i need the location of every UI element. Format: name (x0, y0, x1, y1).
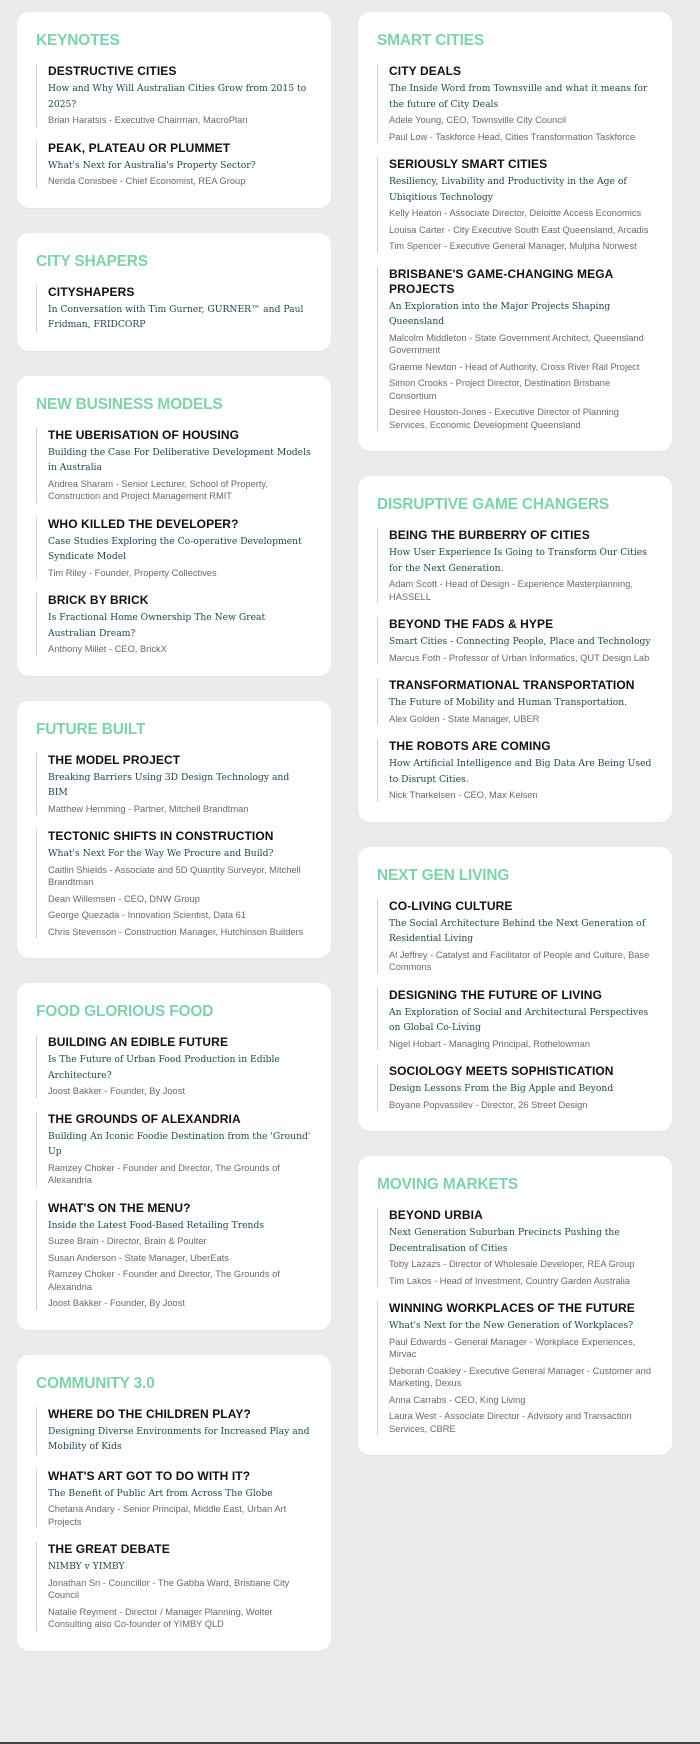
session (36, 1201, 311, 1310)
session-title: CITY DEALS (389, 64, 462, 78)
session (377, 1301, 652, 1435)
session-title: WHO KILLED THE DEVELOPER? (48, 516, 239, 531)
session-title: WINNING WORKPLACES OF THE FUTURE (389, 1301, 635, 1315)
speaker: Tim Spencer - Executive General Manager, Mulpha Norwest (389, 241, 637, 251)
session (36, 753, 311, 816)
session-title: THE MODEL PROJECT (48, 752, 181, 767)
speaker: Alex Golden - State Manager, UBER (389, 713, 540, 724)
right-column (358, 12, 672, 1480)
session-title: BEYOND URBIA (389, 1208, 483, 1222)
session (377, 157, 652, 253)
session-subtitle: How User Experience Is Going to Transform Our Cities for the Next Generation. (389, 547, 647, 574)
session-title: THE UBERISATION OF HOUSING (48, 427, 240, 442)
session-subtitle: Is The Future of Urban Food Production in Edible Architecture? (48, 1054, 280, 1081)
speaker: Tim Lakos - Head of Investment, Country Garden Australia (389, 1275, 630, 1286)
session-subtitle: What's Next for Australia's Property Sector? (48, 159, 256, 171)
session (36, 285, 311, 333)
speaker: Anthony Millet - CEO, BrickX (48, 644, 167, 654)
session-subtitle: How and Why Will Australian Cities Grow from 2015 to 2025? (48, 83, 307, 110)
session-subtitle: The Inside Word from Townsville and what it means for the future of City Deals (389, 83, 648, 110)
track-title: FUTURE BUILT (36, 720, 146, 738)
speaker: Paul Edwards - General Manager - Workplace Experiences, Mirvac (389, 1336, 636, 1359)
session (36, 829, 311, 938)
speaker: Jonathan Sri - Councillor - The Gabba Ward, Brisbane City Council (48, 1577, 290, 1600)
session-subtitle: The Benefit of Public Art from Across The Globe (48, 1487, 273, 1499)
session-subtitle: Designing Diverse Environments for Increased Play and Mobility of Kids (48, 1425, 310, 1452)
session-subtitle: Inside the Latest Food-Based Retailing Trends (48, 1219, 265, 1231)
session-subtitle: NIMBY v YIMBY (48, 1561, 125, 1572)
session-title: THE GROUNDS OF ALEXANDRIA (48, 1111, 241, 1126)
speaker: Ramzey Choker - Founder and Director, The Grounds of Alexandria (48, 1269, 280, 1292)
session-title: WHAT'S ON THE MENU? (48, 1200, 191, 1215)
speaker: Nick Tharkelsen - CEO, Max Kelsen (389, 790, 538, 800)
speaker: Simon Crooks - Project Director, Destination Brisbane Consortium (389, 378, 611, 401)
session (36, 1469, 311, 1529)
speaker: Desiree Houston-Jones - Executive Director of Planning Services, Economic Development Queensland (389, 407, 619, 430)
session-subtitle: Design Lessons From the Big Apple and Beyond (389, 1083, 614, 1094)
session-title: BRISBANE'S GAME-CHANGING MEGA PROJECTS (389, 266, 613, 296)
speaker: Kelly Heaton - Associate Director, Deloitte Access Economics (389, 208, 642, 218)
session-title: PEAK, PLATEAU OR PLUMMET (48, 140, 231, 155)
speaker: Ramzey Choker - Founder and Director, The Grounds of Alexandria (48, 1162, 280, 1185)
track-title: DISRUPTIVE GAME CHANGERS (377, 496, 610, 513)
speaker: Andrea Sharam - Senior Lecturer, School of Property, Construction and Project Management RMIT (48, 478, 268, 501)
session (377, 617, 652, 664)
session (36, 64, 311, 127)
speaker: Chetana Andary - Senior Principal, Middle East, Urban Art Projects (48, 1504, 287, 1527)
session (36, 1542, 311, 1631)
session-subtitle: Building the Case For Deliberative Development Models in Australia (48, 446, 311, 473)
speaker: Chris Stevenson - Construction Manager, Hutchinson Builders (48, 926, 304, 937)
track-title: NEW BUSINESS MODELS (36, 395, 223, 413)
session (377, 1064, 652, 1111)
speaker: Caitlin Shields - Associate and 5D Quantity Surveyor, Mitchell Brandtman (48, 864, 301, 887)
session-title: WHAT'S ART GOT TO DO WITH IT? (48, 1468, 251, 1483)
speaker: Malcolm Middleton - State Government Architect, Queensland Government (389, 332, 644, 355)
session (377, 267, 652, 432)
speaker: Adele Young, CEO, Townsville City Council (389, 115, 567, 125)
session-subtitle: What's Next For the Way We Procure and Build? (48, 848, 274, 859)
session-subtitle: The Social Architecture Behind the Next Generation of Residential Living (389, 917, 646, 944)
session-subtitle: How Artificial Intelligence and Big Data Are Being Used to Disrupt Cities. (389, 758, 652, 785)
speaker: Natalie Reyment - Director / Manager Planning, Wolter Consulting also Co-founder of YIMBY QLD (48, 1606, 273, 1629)
session-subtitle: Resiliency, Livability and Productivity in the Age of Ubiqitious Technology (389, 176, 627, 203)
speaker: Nigel Hobart - Managing Principal, Rothelowman (389, 1038, 591, 1049)
session-title: WHERE DO THE CHILDREN PLAY? (48, 1406, 251, 1421)
track-card (17, 1355, 331, 1651)
session-title: BUILDING AN EDIBLE FUTURE (48, 1035, 229, 1049)
session (36, 428, 311, 503)
speaker: Louisa Carter - City Executive South East Queensland, Arcadis (389, 224, 649, 235)
speaker: Anna Carrabs - CEO, King Living (389, 1394, 526, 1405)
session-title: THE GREAT DEBATE (48, 1542, 170, 1556)
speaker: Laura West - Associate Director - Advisory and Transaction Services, CBRE (389, 1411, 632, 1434)
session (36, 517, 311, 580)
track-card (17, 12, 331, 208)
session-title: CO-LIVING CULTURE (389, 898, 513, 913)
session-title: BEING THE BURBERRY OF CITIES (389, 528, 590, 542)
speaker: Paul Low - Taskforce Head, Cities Transformation Taskforce (389, 131, 636, 142)
speaker: Brian Haratsis - Executive Chairman, MacroPlan (48, 115, 248, 125)
track-card (17, 233, 331, 351)
session (377, 988, 652, 1051)
session-title: CITYSHAPERS (48, 284, 135, 299)
session-title: SOCIOLOGY MEETS SOPHISTICATION (389, 1064, 614, 1078)
session (377, 528, 652, 603)
session-subtitle: What's Next for the New Generation of Workplaces? (389, 1320, 634, 1331)
track-card (358, 1156, 672, 1455)
session-subtitle: In Conversation with Tim Gurner, GURNER™ and Paul Fridman, FRIDCORP (48, 303, 304, 330)
speaker: Suzee Brain - Director, Brain & Poulter (48, 1236, 207, 1246)
session-title: BEYOND THE FADS & HYPE (389, 617, 554, 631)
session (377, 739, 652, 802)
session (377, 899, 652, 974)
session (36, 1112, 311, 1187)
speaker: Tim Riley - Founder, Property Collectives (48, 567, 217, 578)
session (377, 1208, 652, 1287)
session-subtitle: Breaking Barriers Using 3D Design Technology and BIM (48, 771, 290, 798)
track-title: CITY SHAPERS (36, 252, 148, 270)
session-title: THE ROBOTS ARE COMING (389, 739, 551, 753)
session-subtitle: An Exploration into the Major Projects Shaping Queensland (389, 300, 611, 327)
track-title: COMMUNITY 3.0 (36, 1374, 155, 1392)
session-subtitle: Case Studies Exploring the Co-operative Development Syndicate Model (48, 535, 302, 562)
speaker: Toby Lazazs - Director of Wholesale Developer, REA Group (389, 1259, 635, 1269)
speaker: Joost Bakker - Founder, By Joost (48, 1298, 185, 1308)
track-title: SMART CITIES (377, 32, 484, 49)
track-title: FOOD GLORIOUS FOOD (36, 1003, 214, 1020)
session-subtitle: Building An Iconic Foodie Destination from the 'Ground' Up (48, 1130, 311, 1157)
session (36, 593, 311, 656)
speaker: Boyane Popvassilev - Director, 26 Street Design (389, 1099, 588, 1110)
track-card (17, 701, 331, 959)
session-title: DESIGNING THE FUTURE OF LIVING (389, 987, 603, 1002)
session-subtitle: Next Generation Suburban Precincts Pushing the Decentralisation of Cities (389, 1227, 620, 1254)
track-card (17, 376, 331, 676)
session (377, 678, 652, 725)
session-title: SERIOUSLY SMART CITIES (389, 157, 548, 171)
speaker: Joost Bakker - Founder, By Joost (48, 1086, 185, 1096)
speaker: Dean Willemsen - CEO, DNW Group (48, 893, 200, 904)
session (377, 64, 652, 143)
session-title: DESTRUCTIVE CITIES (48, 64, 177, 78)
session-subtitle: Is Fractional Home Ownership The New Great Australian Dream? (48, 612, 266, 639)
speaker: Deborah Coakley - Executive General Manager - Customer and Marketing, Dexus (389, 1365, 651, 1388)
session-title: BRICK BY BRICK (48, 593, 149, 607)
track-card (358, 12, 672, 451)
session (36, 141, 311, 188)
session (36, 1407, 311, 1455)
session (36, 1035, 311, 1098)
speaker: Al Jeffrey - Catalyst and Facilitator of People and Culture, Base Commons (389, 949, 650, 972)
session-subtitle: Smart Cities - Connecting People, Place and Technology (389, 636, 651, 647)
speaker: Nerida Conisbee - Chief Economist, REA Group (48, 176, 246, 186)
track-card (358, 847, 672, 1132)
speaker: Adam Scott - Head of Design - Experience Masterplanning, HASSELL (389, 579, 633, 602)
track-card (17, 983, 331, 1330)
track-title: NEXT GEN LIVING (377, 866, 510, 884)
speaker: Graeme Newton - Head of Authority, Cross River Rail Project (389, 361, 640, 372)
session-subtitle: An Exploration of Social and Architectural Perspectives on Global Co-Living (389, 1006, 649, 1033)
session-subtitle: The Future of Mobility and Human Transportation. (389, 697, 628, 708)
speaker: Susan Anderson - State Manager, UberEats (48, 1252, 229, 1263)
speaker: Marcus Foth - Professor of Urban Informatics, QUT Design Lab (389, 652, 650, 663)
track-card (358, 476, 672, 822)
session-title: TRANSFORMATIONAL TRANSPORTATION (389, 678, 635, 692)
speaker: George Quezada - Innovation Scientist, Data 61 (48, 910, 246, 920)
session-title: TECTONIC SHIFTS IN CONSTRUCTION (48, 829, 274, 843)
track-title: KEYNOTES (36, 32, 120, 49)
left-column (17, 12, 331, 1676)
track-title: MOVING MARKETS (377, 1176, 519, 1193)
speaker: Matthew Hemming - Partner, Mitchell Brandtman (48, 803, 249, 814)
